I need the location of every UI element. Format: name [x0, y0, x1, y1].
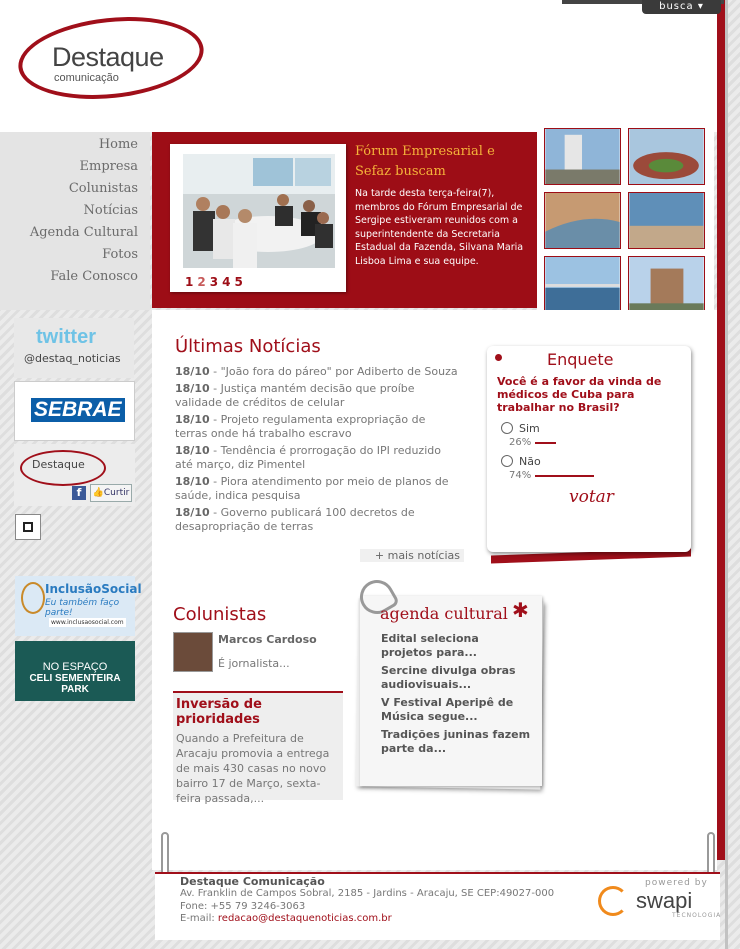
news-item[interactable] — [175, 506, 460, 534]
facebook-icon[interactable]: f — [72, 486, 86, 500]
facebook-like-button[interactable] — [90, 484, 132, 502]
footer-email-label: E-mail: — [180, 913, 218, 924]
vote-button[interactable]: votar — [569, 487, 614, 507]
nav-fale-conosco[interactable]: Fale Conosco — [50, 269, 138, 284]
footer-email-line — [180, 913, 392, 924]
poll-title: Enquete — [547, 350, 614, 369]
nav-colunistas[interactable]: Colunistas — [68, 181, 138, 196]
twitter-badge[interactable] — [14, 318, 134, 378]
news-date: 18/10 — [175, 506, 210, 519]
square-widget-glyph — [23, 522, 33, 532]
news-text: - "João fora do páreo" por Adiberto de Souza — [209, 365, 458, 378]
poll-dot-icon — [495, 354, 502, 361]
celi-line2: CELI SEMENTEIRA PARK — [29, 673, 121, 695]
poll-box — [487, 346, 691, 552]
nav-fotos[interactable]: Fotos — [102, 247, 138, 262]
radio-button[interactable] — [501, 422, 513, 434]
thumbnail-coast[interactable] — [628, 192, 705, 249]
news-text: - Tendência é prorrogação do IPI reduzido até março, diz Pimentel — [175, 444, 441, 471]
thumbs-up-icon: 👍 — [92, 488, 104, 498]
logo[interactable] — [14, 12, 210, 108]
facebook-like-label: Curtir — [103, 488, 130, 498]
slider-page-3[interactable]: 3 — [209, 275, 223, 289]
photo-thumbnails — [537, 108, 714, 330]
search-label: busca — [659, 1, 694, 12]
slider-page-2[interactable]: 2 — [197, 275, 210, 289]
asterisk-icon: ✱ — [512, 598, 529, 622]
chevron-down-icon: ▾ — [697, 1, 704, 12]
agenda-item[interactable]: V Festival Aperipê de Música segue... — [381, 696, 514, 723]
poll-question: Você é a favor da vinda de médicos de Cuba para trabalhar no Brasil? — [497, 375, 662, 414]
columnist-avatar[interactable] — [173, 632, 213, 672]
poll-option-label: Sim — [519, 422, 540, 435]
inclusao-url: www.inclusaosocial.com — [51, 619, 124, 626]
news-text: - Governo publicará 100 decretos de desapropriação de terras — [175, 506, 415, 533]
poll-option-label: Não — [519, 455, 541, 468]
slider-text: Na tarde desta terça-feira(7), membros do Fórum Empresarial de Sergipe estiveram reunidos com a superintendente da Secretaria Estadual da Fazenda, Silvana Maria Lisboa Lima e sua equipe. — [355, 188, 524, 267]
footer-email-link[interactable]: redacao@destaquenoticias.com.br — [217, 913, 392, 924]
facebook-box-logo: Destaque — [32, 458, 85, 471]
slider-page-1[interactable]: 1 — [185, 275, 198, 289]
vitruvian-icon — [21, 582, 45, 614]
celi-banner[interactable] — [15, 641, 135, 701]
twitter-logo: twitter — [36, 326, 96, 348]
thumbnail-stadium[interactable] — [628, 128, 705, 185]
powered-by: powered by — [645, 878, 708, 888]
nav-home[interactable]: Home — [98, 137, 138, 152]
news-item[interactable] — [175, 475, 460, 503]
news-item[interactable] — [175, 444, 460, 472]
agenda-list — [381, 632, 531, 760]
news-item[interactable] — [175, 382, 460, 410]
agenda-item[interactable]: Edital seleciona projetos para... — [381, 632, 479, 659]
twitter-handle: @destaq_noticias — [24, 352, 121, 365]
slider-page-5[interactable]: 5 — [234, 275, 247, 289]
news-date: 18/10 — [175, 444, 210, 457]
news-date: 18/10 — [175, 382, 210, 395]
right-border-shadow — [725, 0, 728, 949]
more-news-link[interactable]: + mais notícias — [360, 549, 464, 562]
columnist-article-text: Quando a Prefeitura de Aracaju promovia a entrega de mais 430 casas no novo bairro 17 de Março, sexta-feira passada,... — [176, 732, 330, 805]
square-widget-icon[interactable] — [15, 514, 41, 540]
news-item[interactable] — [175, 365, 460, 379]
footer-phone: Fone: +55 79 3246-3063 — [180, 901, 306, 912]
nav-noticias[interactable]: Notícias — [83, 203, 138, 218]
columnist-name[interactable]: Marcos Cardoso — [218, 633, 317, 646]
nav-empresa[interactable]: Empresa — [79, 159, 138, 174]
news-title: Últimas Notícias — [175, 336, 321, 357]
footer-top-strip — [152, 852, 717, 870]
poll-pct: 26% — [509, 437, 532, 448]
inclusao-sub: Eu também faço parte! — [45, 598, 120, 618]
poll-option-sim[interactable] — [501, 422, 540, 435]
news-text: - Piora atendimento por meio de planos de saúde, indica pesquisa — [175, 475, 449, 502]
news-date: 18/10 — [175, 365, 210, 378]
search-tab[interactable] — [642, 0, 721, 14]
swapi-logo[interactable]: swapi — [636, 888, 693, 913]
logo-sub: comunicação — [54, 72, 119, 84]
thumbnail-bridge[interactable] — [544, 256, 621, 313]
thumbnail-city-river[interactable] — [544, 192, 621, 249]
inclusao-title: InclusãoSocial — [45, 582, 142, 596]
sebrae-banner[interactable] — [14, 381, 135, 441]
celi-line1: NO ESPAÇO — [42, 661, 108, 673]
news-text: - Justiça mantém decisão que proíbe validade de créditos de celular — [175, 382, 415, 409]
columnist-bio: É jornalista... — [218, 657, 290, 670]
inclusao-social-banner[interactable] — [15, 576, 142, 636]
poll-option-nao[interactable] — [501, 455, 541, 468]
poll-pct: 74% — [509, 470, 532, 481]
agenda-item[interactable]: Sercine divulga obras audiovisuais... — [381, 664, 516, 691]
poll-bar — [535, 442, 556, 444]
slider-page-4[interactable]: 4 — [222, 275, 235, 289]
columnists-title: Colunistas — [173, 604, 267, 625]
footer-company: Destaque Comunicação — [180, 875, 325, 888]
thumbnail-building[interactable] — [544, 128, 621, 185]
slider-pagination — [185, 275, 247, 289]
thumbnail-church[interactable] — [628, 256, 705, 313]
featured-photo[interactable] — [183, 154, 335, 268]
news-item[interactable] — [175, 413, 460, 441]
facebook-box — [14, 444, 135, 506]
poll-bar — [535, 475, 594, 477]
main-nav — [0, 132, 150, 310]
news-list — [175, 365, 460, 537]
agenda-title: agenda cultural — [380, 604, 508, 623]
nav-agenda-cultural[interactable]: Agenda Cultural — [29, 225, 138, 240]
swapi-logo-icon[interactable] — [598, 886, 628, 916]
swapi-sub: TECNOLOGIA — [672, 912, 722, 919]
news-date: 18/10 — [175, 413, 210, 426]
radio-button[interactable] — [501, 455, 513, 467]
news-date: 18/10 — [175, 475, 210, 488]
sebrae-logo: SEBRAE — [31, 398, 125, 422]
agenda-item[interactable]: Tradições juninas fazem parte da... — [381, 728, 531, 755]
slider-title[interactable]: Fórum Empresarial e Sefaz buscam — [355, 144, 495, 179]
footer-address: Av. Franklin de Campos Sobral, 2185 - Jardins - Aracaju, SE CEP:49027-000 — [180, 888, 555, 899]
logo-word: Destaque — [52, 42, 164, 72]
columnist-article-title[interactable]: Inversão de prioridades — [176, 697, 262, 727]
news-text: - Projeto regulamenta expropriação de terras onde há trabalho escravo — [175, 413, 426, 440]
